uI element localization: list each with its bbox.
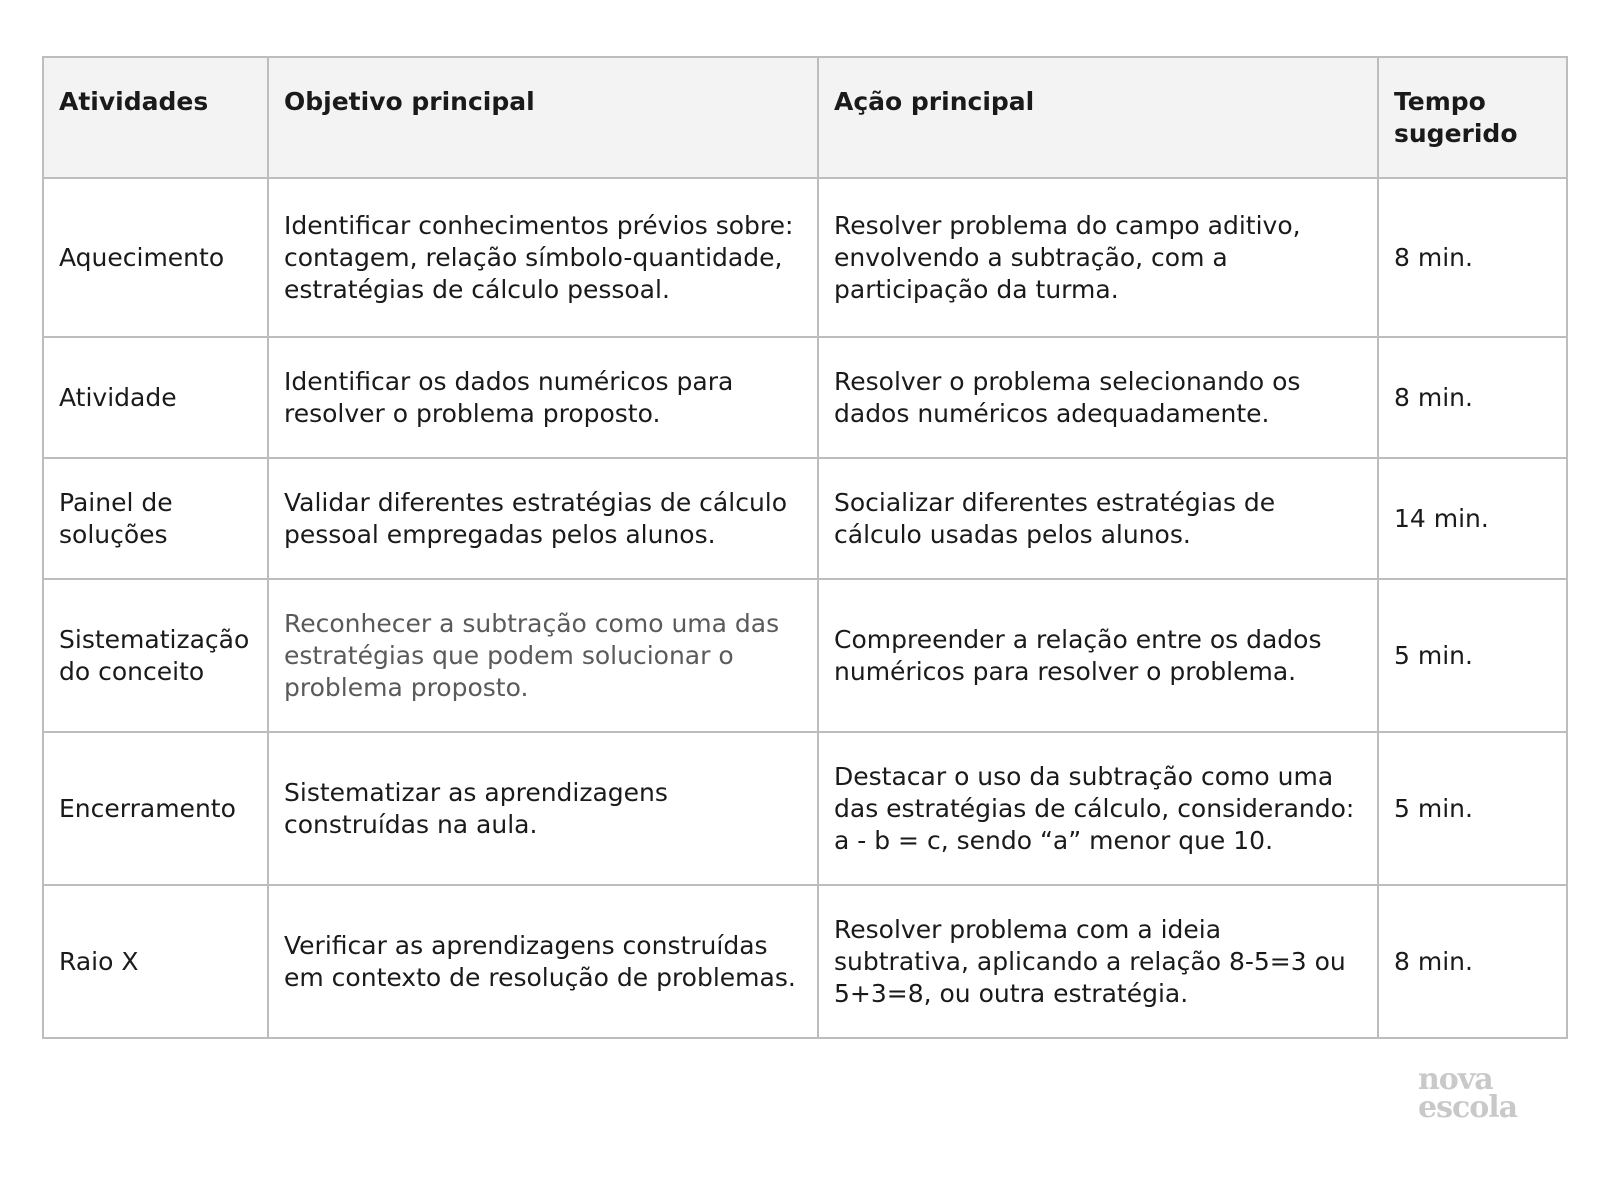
action-cell: Resolver problema do campo aditivo, envolvendo a subtração, com a participação da turma.	[818, 178, 1378, 337]
action-cell: Resolver problema com a ideia subtrativa, aplicando a relação 8-5=3 ou 5+3=8, ou outra estratégia.	[818, 885, 1378, 1038]
table-row	[43, 337, 1567, 458]
activity-cell: Atividade	[43, 337, 268, 458]
logo-line-escola: escola	[1418, 1090, 1518, 1125]
activity-cell: Aquecimento	[43, 178, 268, 337]
time-cell: 8 min.	[1378, 337, 1567, 458]
action-cell: Compreender a relação entre os dados numéricos para resolver o problema.	[818, 579, 1378, 732]
activity-cell: Raio X	[43, 885, 268, 1038]
table-row	[43, 178, 1567, 337]
action-cell: Socializar diferentes estratégias de cálculo usadas pelos alunos.	[818, 458, 1378, 579]
time-cell: 8 min.	[1378, 885, 1567, 1038]
header-action: Ação principal	[818, 57, 1378, 178]
header-objective: Objetivo principal	[268, 57, 818, 178]
lesson-plan-table	[42, 56, 1568, 1039]
activity-cell: Sistematização do conceito	[43, 579, 268, 732]
activity-cell: Painel de soluções	[43, 458, 268, 579]
time-cell: 8 min.	[1378, 178, 1567, 337]
table-row	[43, 885, 1567, 1038]
nova-escola-logo	[1418, 1062, 1548, 1125]
objective-cell: Reconhecer a subtração como uma das estratégias que podem solucionar o problema proposto.	[268, 579, 818, 732]
action-cell: Resolver o problema selecionando os dados numéricos adequadamente.	[818, 337, 1378, 458]
table-row	[43, 732, 1567, 885]
objective-cell: Verificar as aprendizagens construídas em contexto de resolução de problemas.	[268, 885, 818, 1038]
table-row	[43, 579, 1567, 732]
header-time: Tempo sugerido	[1378, 57, 1567, 178]
header-activities: Atividades	[43, 57, 268, 178]
time-cell: 5 min.	[1378, 579, 1567, 732]
objective-cell: Sistematizar as aprendizagens construídas na aula.	[268, 732, 818, 885]
table-row	[43, 458, 1567, 579]
objective-cell: Identificar conhecimentos prévios sobre: contagem, relação símbolo-quantidade, estratégias de cálculo pessoal.	[268, 178, 818, 337]
action-cell: Destacar o uso da subtração como uma das estratégias de cálculo, considerando: a - b = c, sendo “a” menor que 10.	[818, 732, 1378, 885]
logo-line-nova: nova	[1418, 1062, 1493, 1097]
objective-cell: Identificar os dados numéricos para resolver o problema proposto.	[268, 337, 818, 458]
time-cell: 5 min.	[1378, 732, 1567, 885]
objective-cell: Validar diferentes estratégias de cálculo pessoal empregadas pelos alunos.	[268, 458, 818, 579]
table-header-row	[43, 57, 1567, 178]
time-cell: 14 min.	[1378, 458, 1567, 579]
activity-cell: Encerramento	[43, 732, 268, 885]
